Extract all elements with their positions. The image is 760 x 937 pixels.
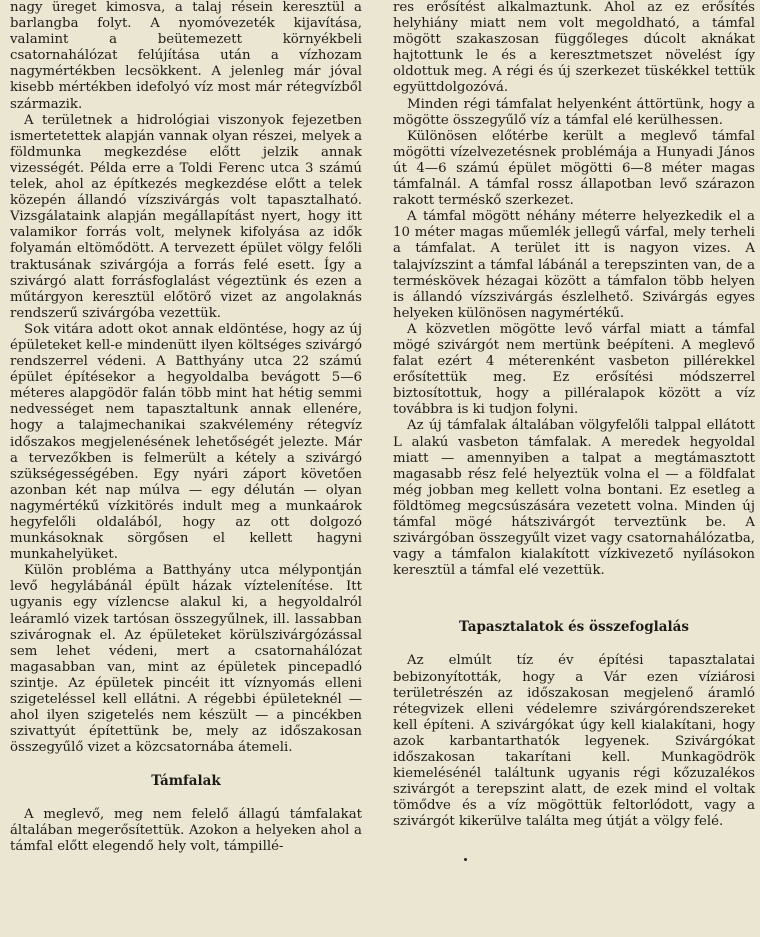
print-speck <box>464 858 467 861</box>
paragraph: Az elmúlt tíz év építési tapasztalatai bebizonyították, hogy a Vár ezen víziárosi területrészén az időszakosan megjelenő áramló rétegvizek elleni védelemre szivárgórendszereket kell építeni. A szivárgókat úgy kell kialakítani, hogy azok karbantarthatók legyenek. Szivárgókat időszakosan takarítani kell. Munkagödrök kiemelésénél találtunk ugyanis régi kőzuzalékos szivárgót a terepszint alatt, de ezek mind el voltak tömődve és a víz mögöttük feltorlódott, vagy a szivárgót kikerülve találta meg útját a völgy felé. <box>393 653 755 830</box>
paragraph: nagy üreget kimosva, a talaj résein keresztül a barlangba folyt. A nyomóvezeték kijavítása, valamint a beütemezett környékbeli csatornahálózat felújítása után a vízhozam nagymértékben lecsökkent. A jelenleg már jóval kisebb mértékben idefolyó víz most már rétegvízből származik. <box>10 0 362 112</box>
paragraph: Sok vitára adott okot annak eldöntése, hogy az új épületeket kell-e mindenütt ilyen költséges szivárgó rendszerrel védeni. A Batthyány utca 22 számú épület építésekor a hegyoldalba bevágott 5—6 méteres alapgödör falán több mint hat hétig semmi nedvességet nem tapasztaltunk annak ellenére, hogy a talajmechanikai szakvélemény rétegvíz időszakos megjelenésének lehetőségét jelezte. Már a tervezőkben is felmerült a kétely a szivárgó szükségességében. Egy nyári záport követően azonban két nap múlva — egy délután — olyan nagymértékű vízkitörés indult meg a munkaárok hegyfelőli oldalából, hogy az ott dolgozó munkásoknak sörgősen el kellett hagyni munkahelyüket. <box>10 321 362 563</box>
paragraph: Különösen előtérbe került a meglevő támfal mögötti vízelvezetésnek problémája a Hunyadi János út 4—6 számú épület mögötti 6—8 méter magas támfalnál. A támfal rossz állapotban levő szárazon rakott terméskő szerkezet. <box>393 128 755 209</box>
paragraph: A területnek a hidrológiai viszonyok fejezetben ismertetettek alapján vannak olyan részei, melyek a földmunka megkezdése előtt jelzik annak vizességét. Példa erre a Toldi Ferenc utca 3 számú telek, ahol az építkezés megkezdése előtt a telek közepén állandó vízszivárgás volt tapasztalható. Vizsgálataink alapján megállapítást nyert, hogy itt valamikor forrás volt, melynek kifolyása az idők folyamán eltömődött. A tervezett épület völgy felőli traktusának szivárgója a forrás felé esett. Így a szivárgó alatt forrásfoglalást végeztünk és ezen a műtárgyon keresztül előtörő vizet az angolaknás rendszerű szivárgóba vezettük. <box>10 112 362 321</box>
right-column <box>393 0 755 831</box>
paragraph: Külön probléma a Batthyány utca mélypontján levő hegylábánál épült házak víztelenítése. Itt ugyanis egy vízlencse alakul ki, a hegyoldalról leáramló vizek tartósan összegyűlnek, ill. lassabban szivárognak el. Az épületeket körülszivárgózással sem lehet védeni, mert a csatornahálózat magasabban van, mint az épületek pincepadló szintje. Az épületek pincéit itt víznyomás elleni szigeteléssel kell ellátni. A régebbi épületeknél — ahol ilyen szigetelés nem készült — a pincékben szivattyút építettünk be, mely az időszakosan összegyűlő vizet a közcsatornába átemeli. <box>10 563 362 756</box>
section-heading-tamfalak: Támfalak <box>151 773 221 790</box>
paragraph: A támfal mögött néhány méterre helyezkedik el a 10 méter magas műemlék jellegű várfal, mely terheli a támfalat. A terület itt is nagyon vizes. A talajvízszint a támfal lábánál a terepszinten van, de a terméskövek hézagai között a támfalon több helyen is állandó vízszivárgás észlelhető. Szivárgás egyes helyeken különösen nagymértékű. <box>393 209 755 321</box>
section-heading-summary: Tapasztalatok és összefoglalás <box>458 619 690 636</box>
paragraph: Minden régi támfalat helyenként áttörtünk, hogy a mögötte összegyűlő víz a támfal elé kerülhessen. <box>393 96 755 128</box>
left-column <box>10 0 362 855</box>
paragraph: res erősítést alkalmaztunk. Ahol az ez erősítés helyhiány miatt nem volt megoldható, a támfal mögött szakaszosan függőleges dúcolt aknákat hajtottunk le és a keresztmetszet növelést így oldottuk meg. A régi és új szerkezet tüskékkel tettük együttdolgozóvá. <box>393 0 755 96</box>
paragraph: Az új támfalak általában völgyfelőli talppal ellátott L alakú vasbeton támfalak. A meredek hegyoldal miatt — amennyiben a talpat a megtámasztott magasabb rész felé helyeztük volna el — a földfalat még jobban meg kellett volna bontani. Ez esetleg a földtömeg megcsúszására vezetett volna. Minden új támfal mögé hátszivárgót terveztünk be. A szivárgóban összegyűlt vizet vagy csatornahálózatba, vagy a támfalon kialakított vízkivezető nyílásokon keresztül a támfal elé vezettük. <box>393 418 755 579</box>
paragraph: A közvetlen mögötte levő várfal miatt a támfal mögé szivárgót nem mertünk beépíteni. A meglevő falat ezért 4 méterenként vasbeton pillérekkel erősítettük meg. Ez erősítési módszerrel biztosítottuk, hogy a pilléralapok között a víz továbbra is ki tudjon folyni. <box>393 321 755 418</box>
paragraph: A meglevő, meg nem felelő állagú támfalakat általában megerősítettük. Azokon a helyeken ahol a támfal előtt elegendő hely volt, támpillé- <box>10 806 362 854</box>
